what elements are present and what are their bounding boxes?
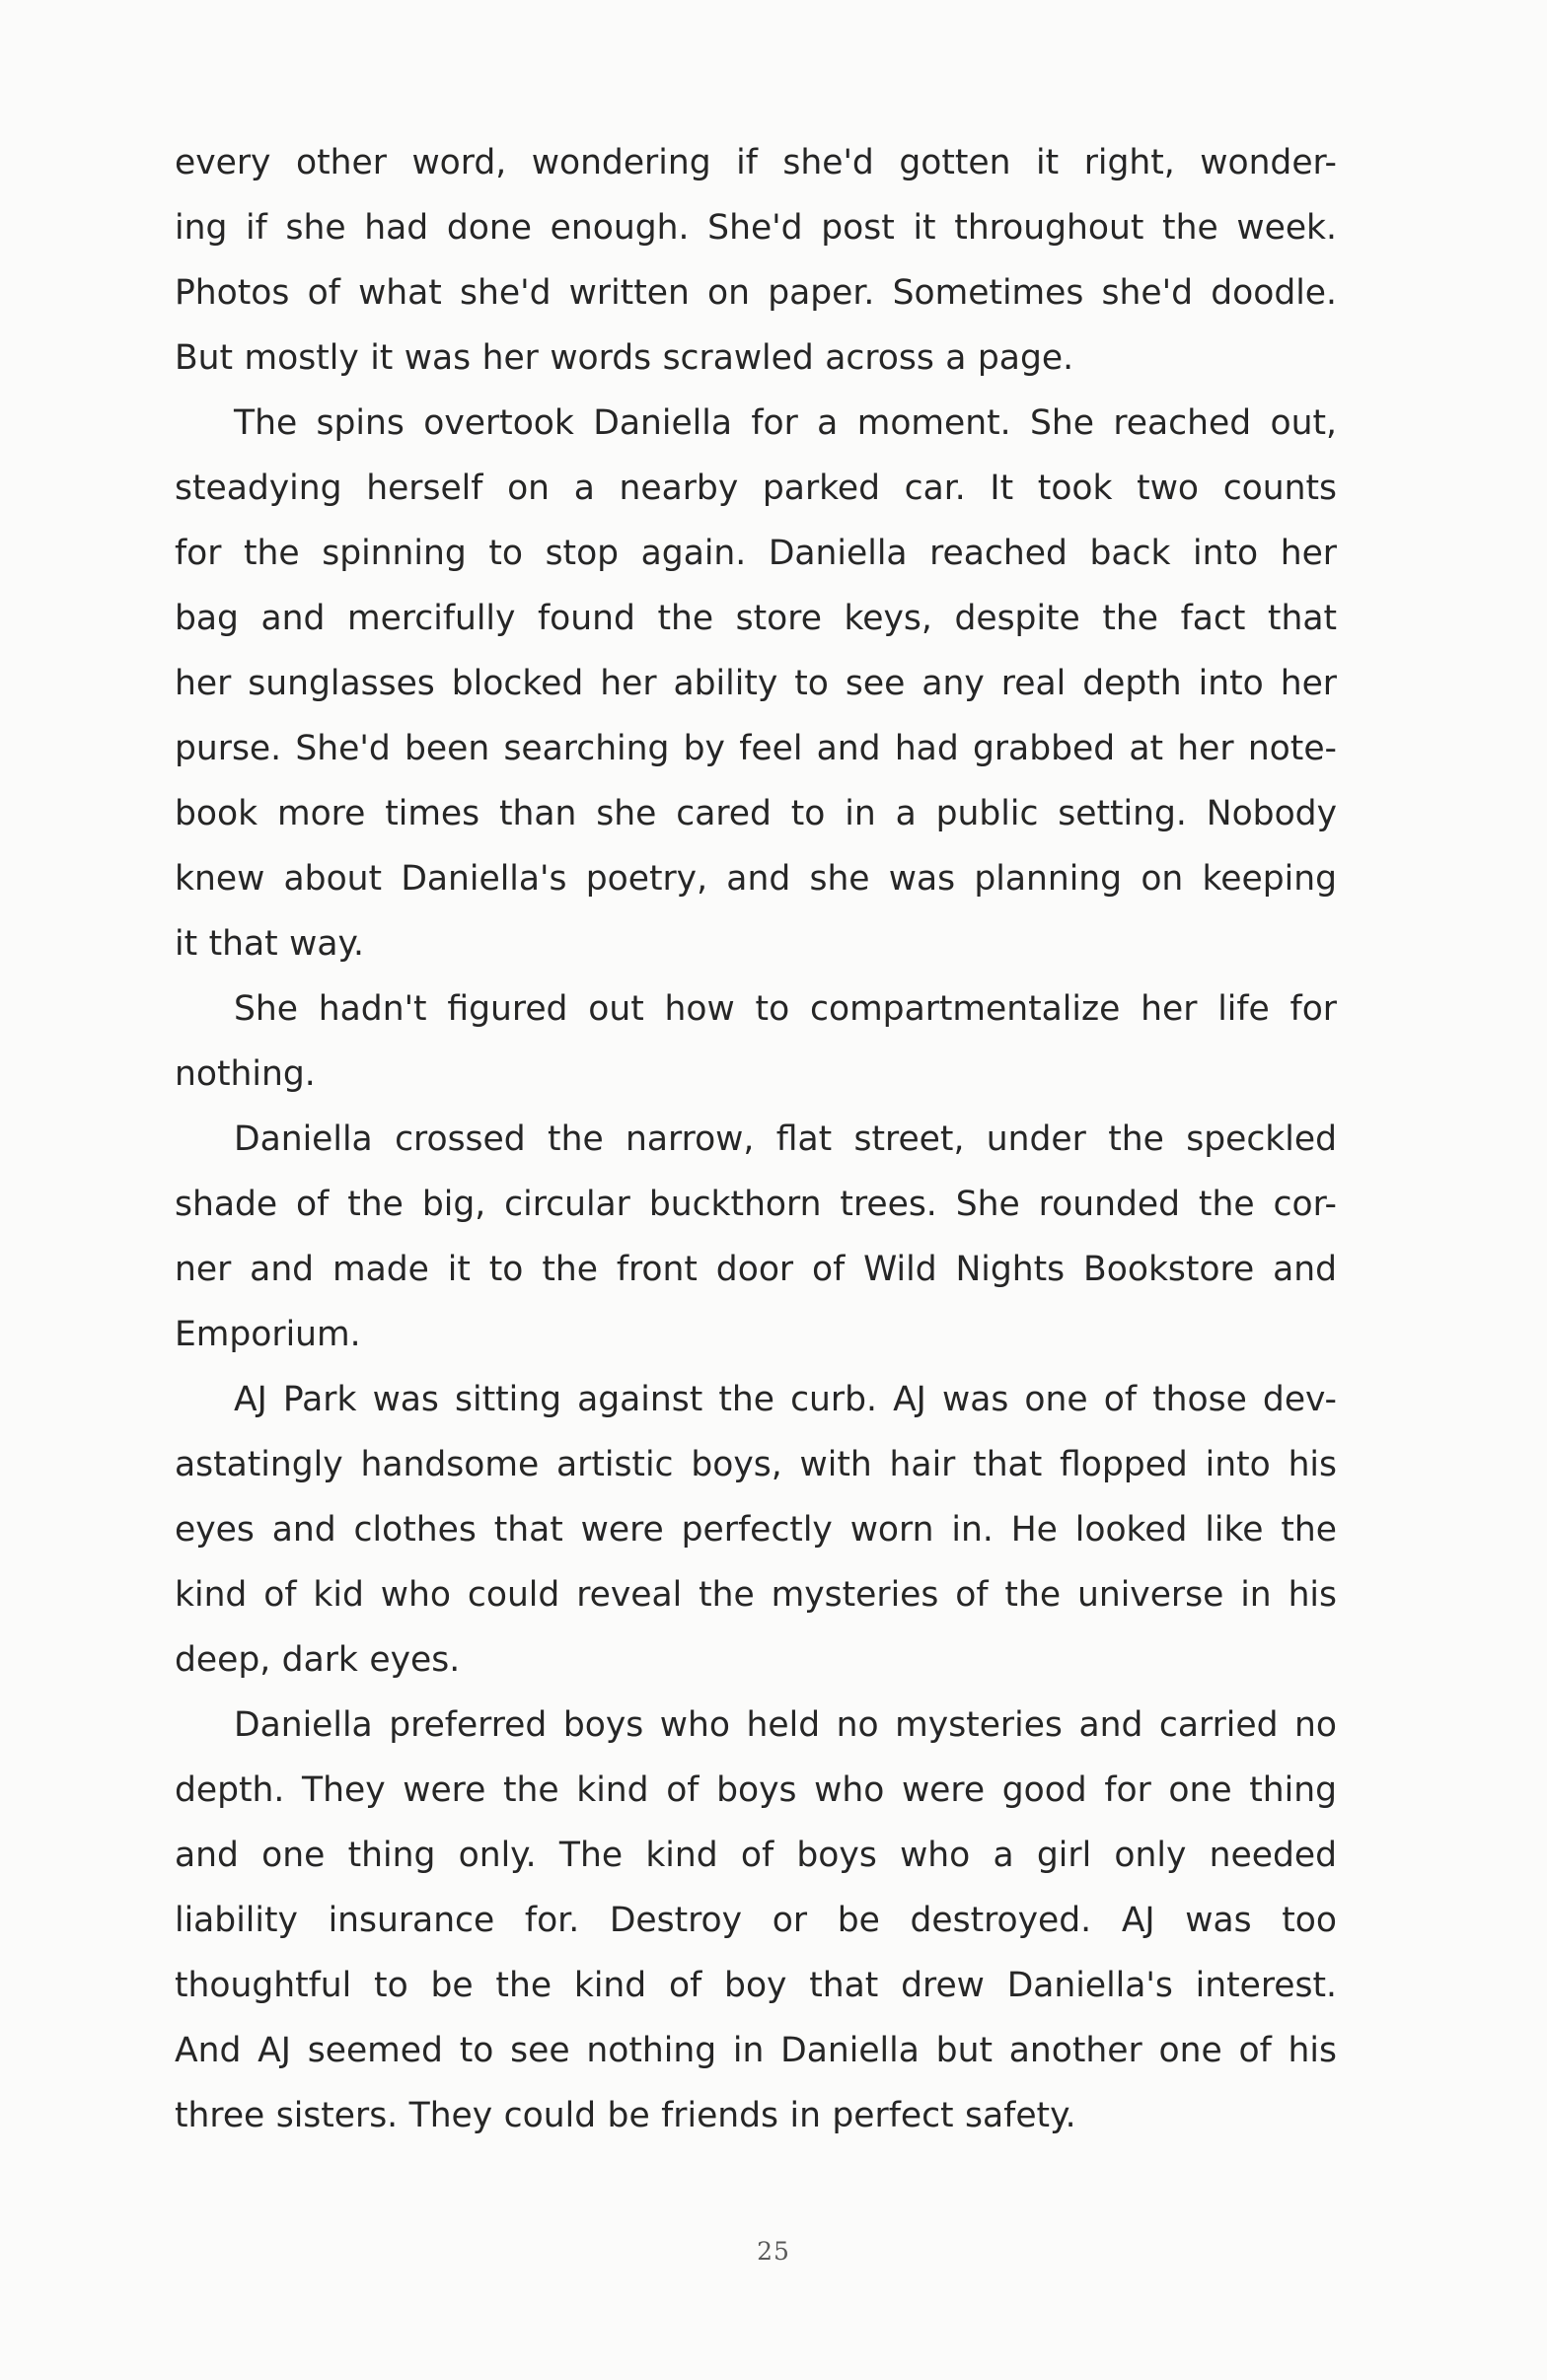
text-line: bag and mercifully found the store keys, despite the fact that [175,599,1337,638]
text-line: But mostly it was her words scrawled across a page. [175,338,1074,378]
text-line: Daniella crossed the narrow, flat street, under the speckled [234,1119,1337,1159]
text-line: it that way. [175,924,364,964]
text-line: Emporium. [175,1315,361,1354]
paragraph [175,976,1337,1107]
text-line: nothing. [175,1054,316,1094]
text-line: ner and made it to the front door of Wild Nights Bookstore and [175,1250,1337,1289]
text-line: knew about Daniella's poetry, and she was planning on keeping [175,859,1337,899]
text-line: The spins overtook Daniella for a moment. She reached out, [234,403,1337,443]
page-number: 25 [757,2237,790,2266]
text-line: liability insurance for. Destroy or be destroyed. AJ was too [175,1901,1337,1940]
text-line: for the spinning to stop again. Daniella reached back into her [175,534,1337,573]
text-line: AJ Park was sitting against the curb. AJ was one of those dev- [234,1380,1337,1419]
body-text [175,130,1337,2148]
paragraph [175,130,1337,391]
text-line: ing if she had done enough. She'd post it throughout the week. [175,208,1337,248]
paragraph [175,1367,1337,1693]
text-line: And AJ seemed to see nothing in Daniella but another one of his [175,2031,1337,2070]
text-line: book more times than she cared to in a public setting. Nobody [175,794,1337,833]
text-line: purse. She'd been searching by feel and had grabbed at her note- [175,729,1337,768]
text-line: thoughtful to be the kind of boy that drew Daniella's interest. [175,1966,1337,2005]
text-line: steadying herself on a nearby parked car. It took two counts [175,469,1337,508]
text-line: every other word, wondering if she'd gotten it right, wonder- [175,143,1337,182]
text-line: shade of the big, circular buckthorn trees. She rounded the cor- [175,1185,1337,1224]
text-line: depth. They were the kind of boys who were good for one thing [175,1770,1337,1810]
text-line: eyes and clothes that were perfectly worn in. He looked like the [175,1510,1337,1550]
paragraph [175,1107,1337,1367]
paragraph [175,1693,1337,2148]
text-line: her sunglasses blocked her ability to see any real depth into her [175,664,1337,703]
text-line: three sisters. They could be friends in perfect safety. [175,2096,1076,2135]
text-line: astatingly handsome artistic boys, with hair that flopped into his [175,1445,1337,1484]
paragraph [175,391,1337,976]
text-line: and one thing only. The kind of boys who a girl only needed [175,1836,1337,1875]
text-line: She hadn't figured out how to compartmentalize her life for [234,989,1337,1029]
text-line: Daniella preferred boys who held no mysteries and carried no [234,1705,1337,1745]
text-line: kind of kid who could reveal the mysteries of the universe in his [175,1575,1337,1615]
text-line: Photos of what she'd written on paper. Sometimes she'd doodle. [175,273,1337,313]
text-line: deep, dark eyes. [175,1640,461,1680]
